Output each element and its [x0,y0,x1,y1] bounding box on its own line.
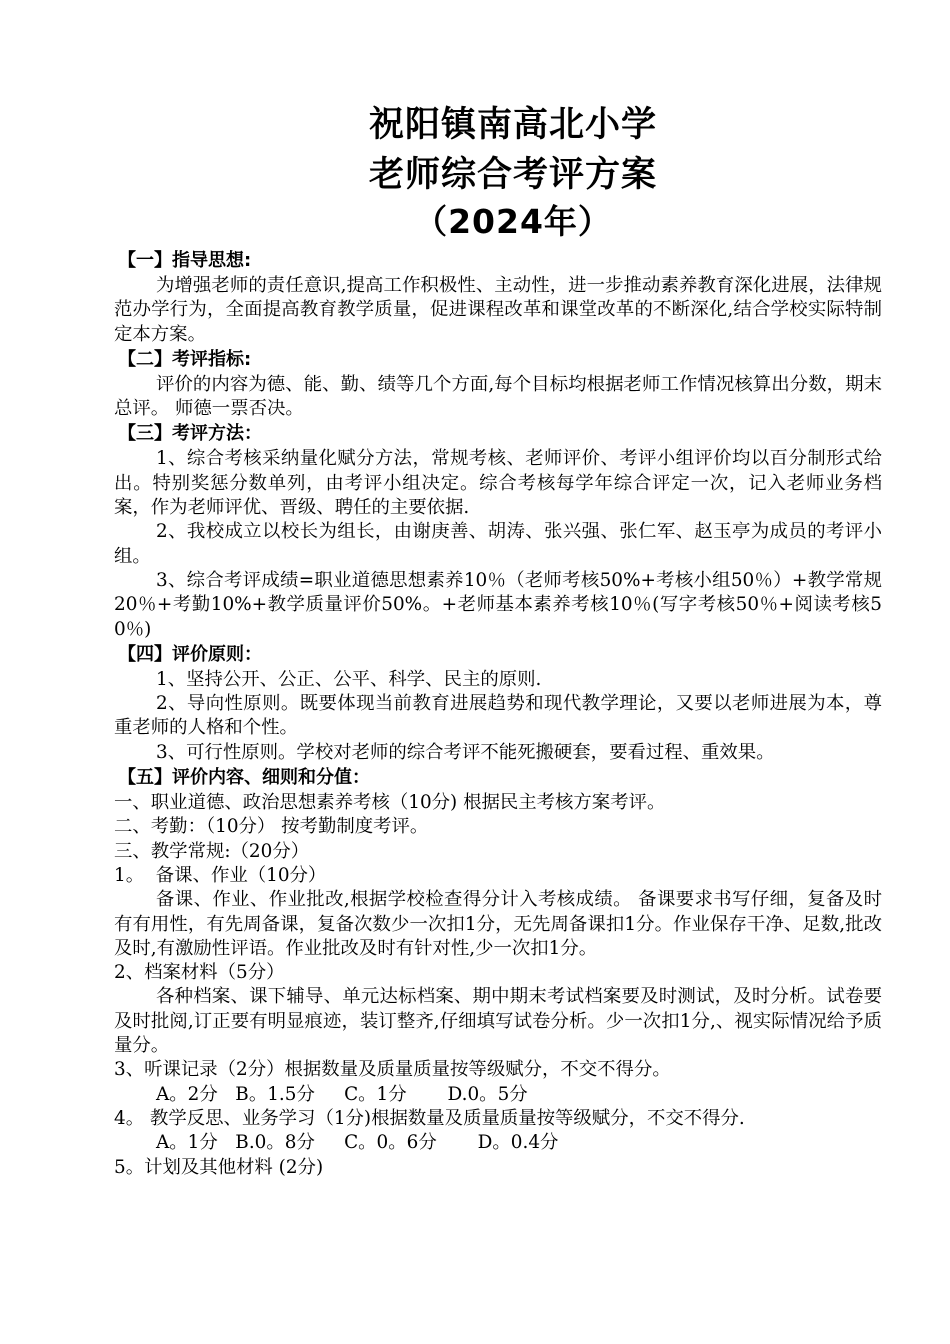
list-item: 5。计划及其他材料 (2分) [114,1156,324,1178]
document-title-plan: 老师综合考评方案 [368,155,657,195]
section-heading-methods: 【三】考评方法： [118,423,262,445]
paragraph: 各种档案、课下辅导、单元达标档案、期中期末考试档案要及时测试，及时分析。试卷要及时批阅,订正要有明显痕迹，装订整齐,仔细填写试卷分析。少一次扣1分,、视实际情况给予质量分。 [114,986,882,1057]
paragraph: 2、导向性原则。既要体现当前教育进展趋势和现代教学理论，又要以老师进展为本，尊重老师的人格和个性。 [114,693,882,739]
paragraph: 1、坚持公开、公正、公平、科学、民主的原则. [156,668,542,690]
paragraph: 3、可行性原则。学校对老师的综合考评不能死搬硬套，要看过程、重效果。 [156,741,775,763]
document-title-school: 祝阳镇南高北小学 [368,105,657,145]
list-item: 1。 备课、作业（10分） [114,864,327,886]
paragraph: 评价的内容为德、能、勤、绩等几个方面,每个目标均根据老师工作情况核算出分数，期末总评。 师德一票否决。 [114,373,882,420]
section-heading-guiding-thought: 【一】指导思想: [118,250,252,271]
paragraph: 3、综合考评成绩=职业道德思想素养10％（老师考核50%+考核小组50％）+教学常规20％+考勤10%+教学质量评价50%。+老师基本素养考核10％(写字考核50％+阅读考核50％) [114,569,882,640]
list-item: 4。 教学反思、业务学习（1分)根据数量及质量质量按等级赋分，不交不得分. [114,1107,745,1129]
section-heading-content-scores: 【五】评价内容、细则和分值： [118,767,370,789]
list-item: 三、教学常规:（20分） [114,840,310,862]
section-heading-principles: 【四】评价原则： [118,643,262,665]
grade-options: A。2分 B。1.5分 C。1分 D.0。5分 [156,1083,528,1105]
list-item: 一、职业道德、政治思想素养考核（10分) 根据民主考核方案考评。 [114,792,666,814]
paragraph: 2、我校成立以校长为组长，由谢庚善、胡涛、张兴强、张仁军、赵玉亭为成员的考评小组。 [114,521,882,567]
document-title-year: （2024年） [414,202,612,241]
list-item: 2、档案材料（5分） [114,962,285,984]
grade-options: A。1分 B.0。8分 C。0。6分 D。0.4分 [156,1132,559,1154]
paragraph: 1、综合考核采纳量化赋分方法，常规考核、老师评价、考评小组评价均以百分制形式给出。特别奖惩分数单列，由考评小组决定。综合考核每学年综合评定一次，记入老师业务档案，作为老师评优、晋级、聘任的主要依据. [114,448,882,519]
section-heading-indicators: 【二】考评指标: [118,348,252,370]
list-item: 二、考勤：（10分） 按考勤制度考评。 [114,816,429,838]
paragraph: 备课、作业、作业批改,根据学校检查得分计入考核成绩。 备课要求书写仔细，复备及时有有用性，有先周备课，复备次数少一次扣1分，无先周备课扣1分。作业保存干净、足数,批改及时,有激励性评语。作业批改及时有针对性,少一次扣1分。 [114,889,882,959]
list-item: 3、听课记录（2分）根据数量及质量质量按等级赋分，不交不得分。 [114,1059,671,1081]
paragraph: 为增强老师的责任意识,提高工作积极性、主动性，进一步推动素养教育深化进展，法律规范办学行为，全面提高教育教学质量，促进课程改革和课堂改革的不断深化,结合学校实际特制定本方案。 [114,275,882,345]
